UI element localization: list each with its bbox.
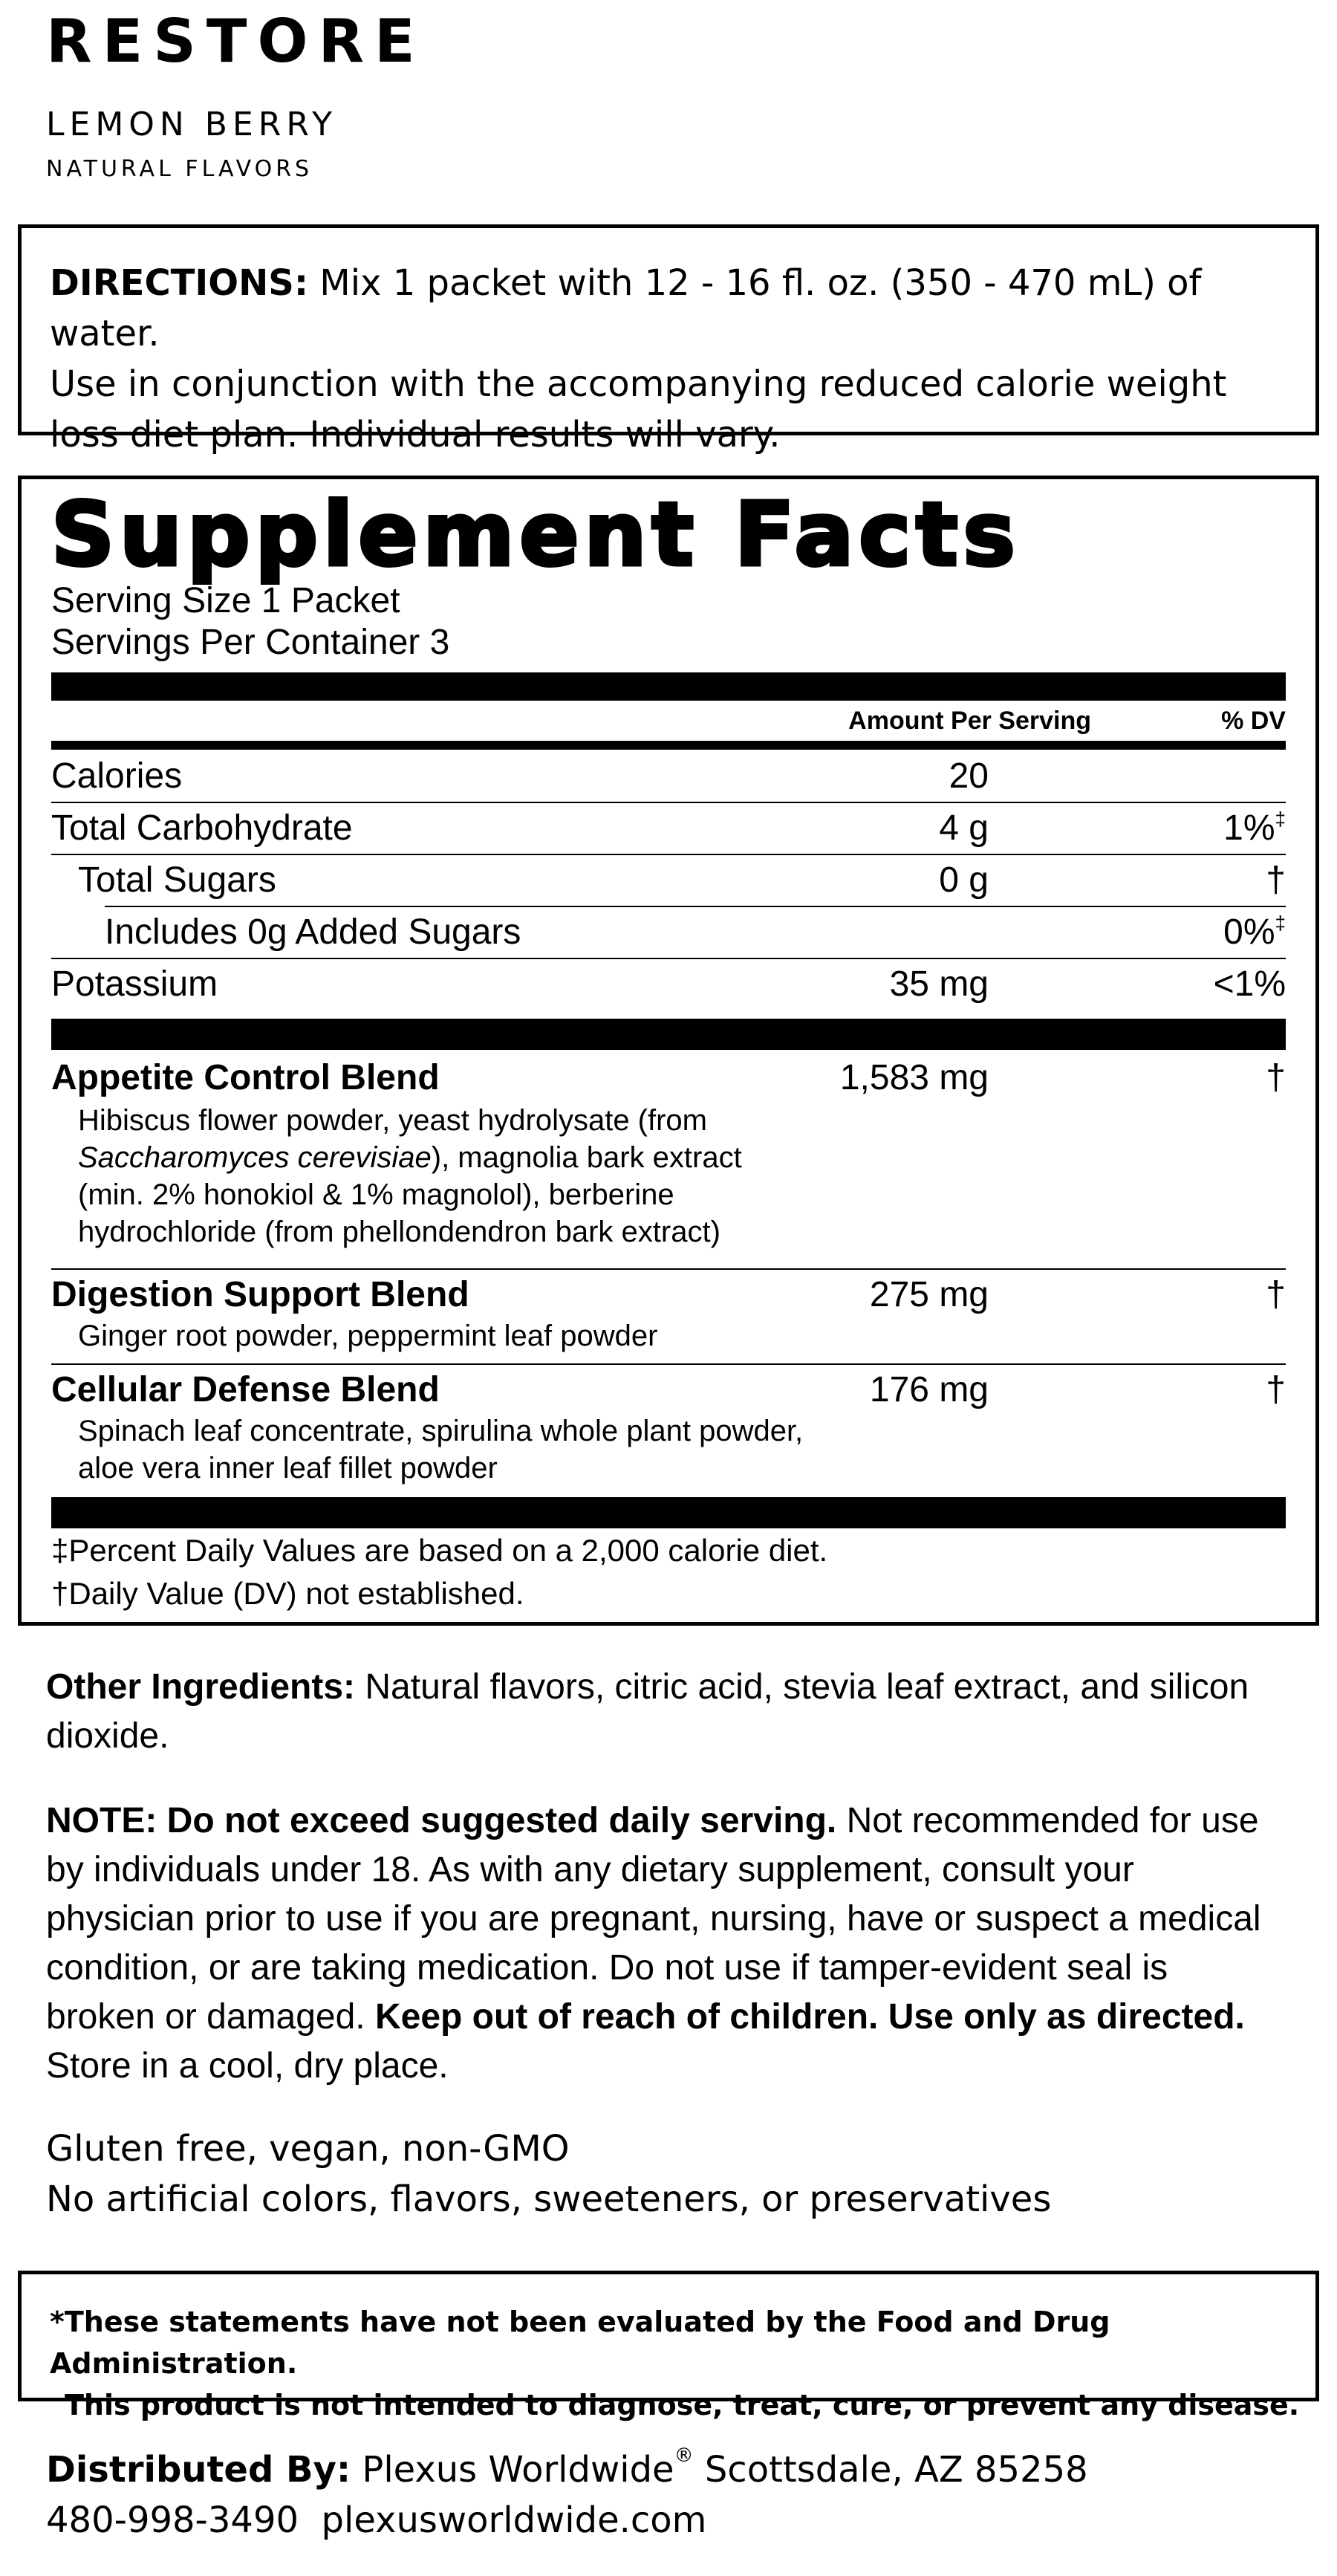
nutrient-dv: † (1266, 860, 1286, 900)
phone-number: 480-998-3490 (46, 2499, 299, 2541)
blend-name: Appetite Control Blend (51, 1058, 440, 1097)
nutrient-name: Total Carbohydrate (51, 808, 353, 848)
warning-note: NOTE: Do not exceed suggested daily serving. Not recommended for use by individuals under 18. As with any dietary supplement, consult your physician prior to use if you are pregnant, nursing, have or suspect a medical condition, or are taking medication. Do not use if tamper-evident seal is broken or damaged. Keep out of reach of children. Use only as directed. Store in a cool, dry place. (46, 1801, 1261, 2086)
blend-dv: † (1266, 1370, 1286, 1409)
other-ingredients: Other Ingredients: Natural flavors, citric acid, stevia leaf extract, and silicon dioxide. (46, 1667, 1249, 1756)
claim-line: Gluten free, vegan, non-GMO (46, 2128, 570, 2170)
blend-amount: 176 mg (869, 1370, 989, 1409)
footnote-dv-basis: ‡Percent Daily Values are based on a 2,000 calorie diet. (51, 1533, 828, 1568)
serving-size: Serving Size 1 Packet (51, 581, 400, 620)
directions-label: DIRECTIONS: (50, 262, 309, 304)
website-link[interactable]: plexusworldwide.com (321, 2499, 707, 2541)
servings-per-container: Servings Per Container 3 (51, 623, 450, 662)
note-label: NOTE: Do not exceed suggested daily serving. (46, 1801, 837, 1840)
claim-line: No artificial colors, flavors, sweeteners, or preservatives (46, 2178, 1052, 2220)
row-divider (105, 906, 1286, 907)
directions-line-1: DIRECTIONS: Mix 1 packet with 12 - 16 fl. oz. (350 - 470 mL) of water. (50, 262, 1202, 354)
nutrient-dv: <1% (1213, 964, 1286, 1004)
thick-divider (51, 672, 1286, 701)
nutrient-name: Total Sugars (78, 860, 276, 900)
blend-dv: † (1266, 1275, 1286, 1314)
blend-name: Digestion Support Blend (51, 1275, 469, 1314)
row-divider (51, 802, 1286, 803)
directions-box (18, 224, 1319, 455)
blend-dv: † (1266, 1058, 1286, 1097)
row-divider (51, 1363, 1286, 1365)
column-header-dv: % DV (1221, 707, 1286, 735)
nutrient-dv: 1%‡ (1223, 808, 1286, 848)
product-claims (46, 2124, 1051, 2225)
blend-ingredients: Ginger root powder, peppermint leaf powder (78, 1320, 658, 1352)
flavor-name: LEMON BERRY (46, 106, 338, 143)
row-divider (51, 854, 1286, 855)
fda-disclaimer: *These statements have not been evaluated by the Food and Drug Administration. This product is not intended to diagnose, treat, cure, or prevent any disease. (18, 2271, 1319, 2401)
blend-ingredients: Hibiscus flower powder, yeast hydrolysate (from Saccharomyces cerevisiae), magnolia bark extract (min. 2% honokiol & 1% magnolol), berberine hydrochloride (from phellondendron bark extract) (78, 1104, 742, 1248)
blend-name: Cellular Defense Blend (51, 1370, 440, 1409)
row-divider (51, 1268, 1286, 1270)
flavor-subtitle: NATURAL FLAVORS (46, 156, 313, 182)
nutrient-amount: 20 (949, 756, 989, 796)
blend-amount: 275 mg (869, 1275, 989, 1314)
footnote-dv-not-established: †Daily Value (DV) not established. (51, 1576, 524, 1611)
row-divider (51, 958, 1286, 959)
facts-title: Supplement Facts (51, 483, 1021, 585)
distributor-label: Distributed By: (46, 2449, 351, 2491)
nutrient-amount: 4 g (939, 808, 989, 848)
nutrient-name: Potassium (51, 964, 218, 1004)
directions-line-3: loss diet plan. Individual results will vary. (50, 414, 781, 455)
blend-amount: 1,583 mg (839, 1058, 989, 1097)
distributor-info: Distributed By: Plexus Worldwide® Scottsdale, AZ 85258 480-998-3490 plexusworldwide.com (46, 2444, 1088, 2541)
nutrient-name: Calories (51, 756, 183, 796)
blend-ingredients: Spinach leaf concentrate, spirulina whole plant powder, aloe vera inner leaf fillet powder (78, 1415, 804, 1485)
brand-name: RESTORE (46, 7, 426, 76)
thick-divider (51, 1019, 1286, 1050)
thick-divider (51, 1497, 1286, 1528)
supplement-facts-panel (18, 476, 1319, 1626)
column-header-amount: Amount Per Serving (848, 707, 1091, 735)
other-ingredients-label: Other Ingredients: (46, 1667, 356, 1707)
nutrient-amount: 0 g (939, 860, 989, 900)
nutrient-dv: 0%‡ (1223, 912, 1286, 952)
nutrient-amount: 35 mg (889, 964, 989, 1004)
medium-divider (51, 741, 1286, 750)
directions-line-2: Use in conjunction with the accompanying reduced calorie weight (50, 363, 1227, 405)
nutrient-name: Includes 0g Added Sugars (105, 912, 521, 952)
